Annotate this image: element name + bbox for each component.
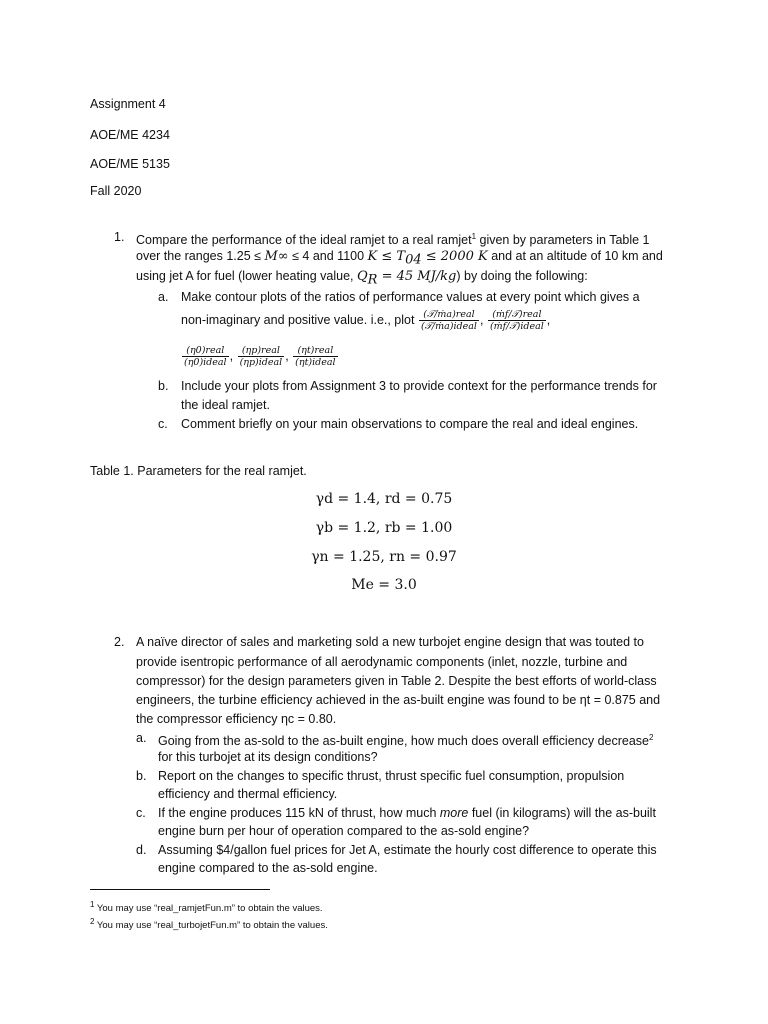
- equation-nozzle: γn = 1.25, rn = 0.97: [311, 549, 457, 565]
- ratio-overall-efficiency: $\frac{\text{(η0)real}}{\text{(η0)ideal}}$: [184, 345, 227, 369]
- assignment-title: Assignment 4: [90, 97, 166, 111]
- q2-number: 2.: [114, 635, 125, 649]
- q2-a-line-1: Going from the as-sold to the as-built engine, how much does overall efficiency decrease$^2$: [158, 733, 654, 749]
- q2-c-label: c.: [136, 806, 146, 820]
- q2-line-2: provide isentropic performance of all aerodynamic components (inlet, nozzle, turbine and: [136, 655, 628, 669]
- q1-c-label: c.: [158, 417, 168, 431]
- q1-a-line-1: Make contour plots of the ratios of performance values at every point which gives a: [181, 290, 640, 304]
- q1-b-label: b.: [158, 379, 169, 393]
- footnote-1: $^1$ You may use “real_ramjetFun.m” to obtain the values.: [90, 900, 323, 915]
- ratio-specific-thrust: $\frac{\text{(𝒯/ṁa)real}}{\text{(𝒯/ṁa)ideal}}$: [420, 309, 477, 333]
- q2-line-1: A naïve director of sales and marketing sold a new turbojet engine design that was touted to: [136, 635, 644, 649]
- q2-line-5: the compressor efficiency ηc = 0.80.: [136, 712, 337, 726]
- q1-line-3: using jet A for fuel (lower heating value, $Q_R = 45$ MJ/kg) by doing the following:: [136, 269, 588, 288]
- equation-exit-mach: Me = 3.0: [351, 577, 417, 593]
- footnote-ref-1: 1: [471, 232, 477, 241]
- q2-line-4: engineers, the turbine efficiency achieved in the as-built engine was found to be ηt = 0.875 and: [136, 693, 661, 707]
- course-code-5135: AOE/ME 5135: [90, 157, 170, 171]
- footnote-divider: [90, 889, 270, 890]
- equation-burner: γb = 1.2, rb = 1.00: [315, 520, 453, 536]
- q2-line-3: compressor) for the design parameters given in Table 2. Despite the best efforts of world-class: [136, 674, 657, 688]
- footnote-2: $^2$ You may use “real_turbojetFun.m” to obtain the values.: [90, 917, 328, 932]
- ratio-propulsive-efficiency: $\frac{\text{(ηp)real}}{\text{(ηp)ideal}}$: [239, 345, 283, 369]
- ratio-thermal-efficiency: $\frac{\text{(ηt)real}}{\text{(ηt)ideal}}$: [295, 345, 336, 369]
- q1-line-1: Compare the performance of the ideal ramjet to a real ramjet$^1$ given by parameters in Table 1: [136, 232, 650, 248]
- q1-b-line-2: the ideal ramjet.: [181, 398, 270, 412]
- q1-c-line-1: Comment briefly on your main observations to compare the real and ideal engines.: [181, 417, 639, 431]
- table-1-caption: Table 1. Parameters for the real ramjet.: [90, 464, 307, 478]
- q1-a-line-2: non-imaginary and positive value. i.e., plot $\frac{\text{(𝒯/ṁa)real}}{\text{(𝒯/ṁa)ideal}}$ , $\frac{\text{(ṁf/𝒯)real}}{\text{(ṁf/𝒯)ideal}}$ ,: [181, 309, 551, 333]
- q2-b-line-1: Report on the changes to specific thrust, thrust specific fuel consumption, propulsion: [158, 769, 625, 783]
- ratio-tsfc: $\frac{\text{(ṁf/𝒯)real}}{\text{(ṁf/𝒯)ideal}}$: [489, 309, 544, 333]
- q2-a-label: a.: [136, 731, 147, 745]
- q2-d-line-1: Assuming $4/gallon fuel prices for Jet A, estimate the hourly cost difference to operate this: [158, 843, 657, 857]
- q2-b-label: b.: [136, 769, 147, 783]
- q2-a-line-2: for this turbojet at its design conditions?: [158, 750, 378, 764]
- term-label: Fall 2020: [90, 184, 142, 198]
- q2-d-line-2: engine compared to the as-sold engine.: [158, 861, 378, 875]
- q2-c-line-1: If the engine produces 115 kN of thrust, how much more fuel (in kilograms) will the as-built: [158, 806, 656, 820]
- q2-d-label: d.: [136, 843, 147, 857]
- q1-number: 1.: [114, 230, 125, 244]
- q1-line-2: over the ranges 1.25 ≤ M∞ ≤ 4 and 1100 $K \le T_{04} \le 2000$ K and at an altitude of 10 km and: [136, 249, 663, 268]
- q1-a-label: a.: [158, 290, 169, 304]
- equation-diffuser: γd = 1.4, rd = 0.75: [315, 491, 453, 507]
- footnote-ref-2: 2: [649, 733, 654, 742]
- q2-b-line-2: efficiency and thermal efficiency.: [158, 787, 338, 801]
- q1-b-line-1: Include your plots from Assignment 3 to provide context for the performance trends for: [181, 379, 657, 393]
- q2-c-line-2: engine burn per hour of operation compared to the as-sold engine?: [158, 824, 530, 838]
- course-code-4234: AOE/ME 4234: [90, 128, 170, 142]
- q1-a-line-3: $\frac{\text{(η0)real}}{\text{(η0)ideal}}$ , $\frac{\text{(ηp)real}}{\text{(ηp)ideal}}$ , $\frac{\text{(ηt)real}}{\text{(ηt)ideal}}$: [184, 345, 336, 369]
